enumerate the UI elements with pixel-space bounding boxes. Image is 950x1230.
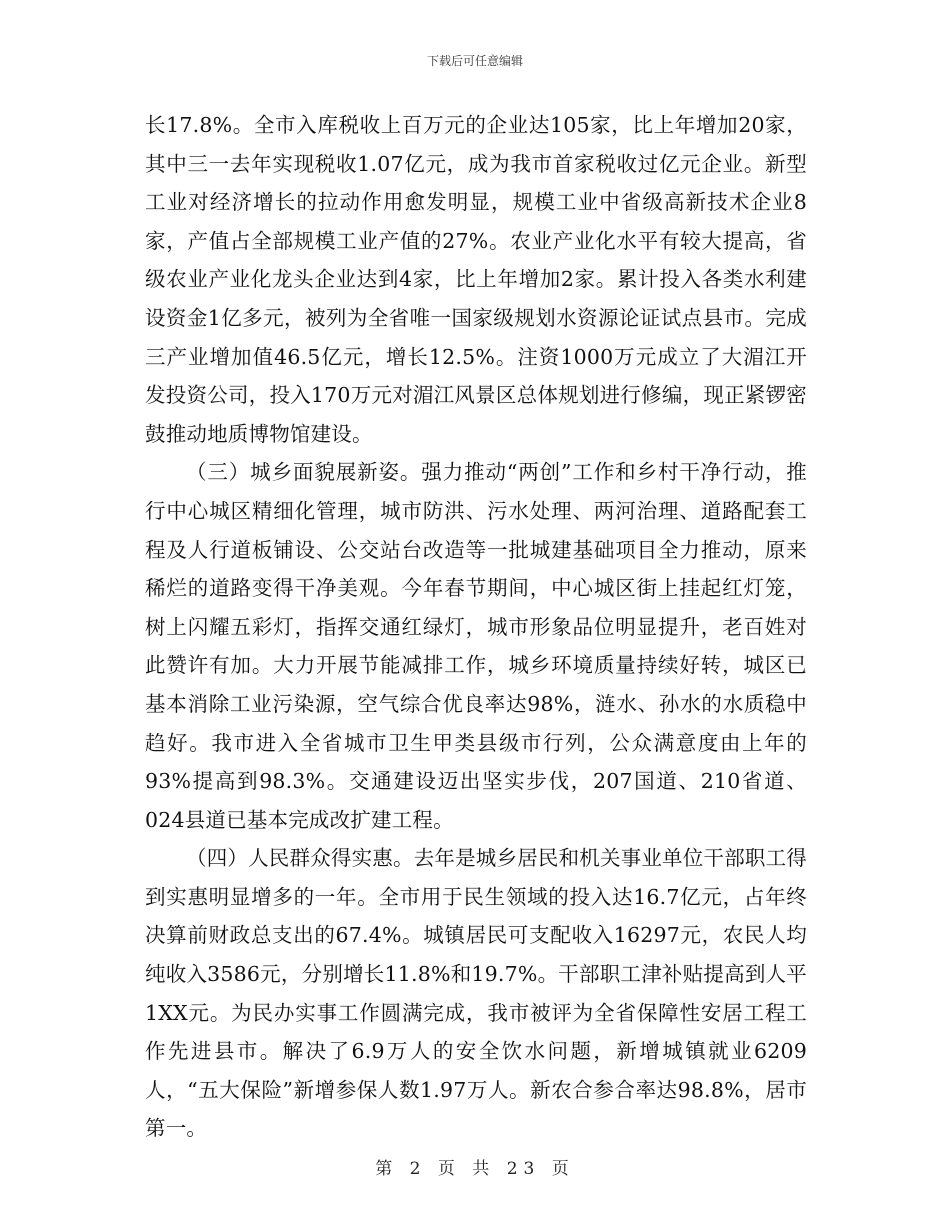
page-header: 下载后可任意编辑 <box>426 54 523 68</box>
paragraph-continued: 长17.8%。全市入库税收上百万元的企业达105家，比上年增加20家，其中三一去年实现税收1.07亿元，成为我市首家税收过亿元企业。新型工业对经济增长的拉动作用愈发明显，规模工业中省级高新技术企业8家，产值占全部规模工业产值的27%。农业产业化水平有较大提高，省级农业产业化龙头企业达到4家，比上年增加2家。累计投入各类水利建设资金1亿多元，被列为全省唯一国家级规划水资源论证试点县市。完成三产业增加值46.5亿元，增长12.5%。注资1000万元成立了大湄江开发投资公司，投入170万元对湄江风景区总体规划进行修编，现正紧锣密鼓推动地质博物馆建设。 <box>145 113 807 446</box>
document-body <box>145 106 807 1148</box>
page-number-footer: 第 2 页 共 23 页 <box>375 1159 575 1179</box>
paragraph-urban-rural: （三）城乡面貌展新姿。强力推动“两创”工作和乡村干净行动，推行中心城区精细化管理，城市防洪、污水处理、两河治理、道路配套工程及人行道板铺设、公交站台改造等一批城建基础项目全力推动，原来稀烂的道路变得干净美观。今年春节期间，中心城区街上挂起红灯笼，树上闪耀五彩灯，指挥交通红绿灯，城市形象品位明显提升，老百姓对此赞许有加。大力开展节能减排工作，城乡环境质量持续好转，城区已基本消除工业污染源，空气综合优良率达98%，涟水、孙水的水质稳中趋好。我市进入全省城市卫生甲类县级市行列，公众满意度由上年的93%提高到98.3%。交通建设迈出坚实步伐，207国道、210省道、024县道已基本完成改扩建工程。 <box>145 460 807 832</box>
paragraph-people-benefits: （四）人民群众得实惠。去年是城乡居民和机关事业单位干部职工得到实惠明显增多的一年。全市用于民生领域的投入达16.7亿元，占年终决算前财政总支出的67.4%。城镇居民可支配收入16297元，农民人均纯收入3586元，分别增长11.8%和19.7%。干部职工津补贴提高到人平1XX元。为民办实事工作圆满完成，我市被评为全省保障性安居工程工作先进县市。解决了6.9万人的安全饮水问题，新增城镇就业6209人，“五大保险”新增参保人数1.97万人。新农合参合率达98.8%，居市第一。 <box>145 846 807 1141</box>
